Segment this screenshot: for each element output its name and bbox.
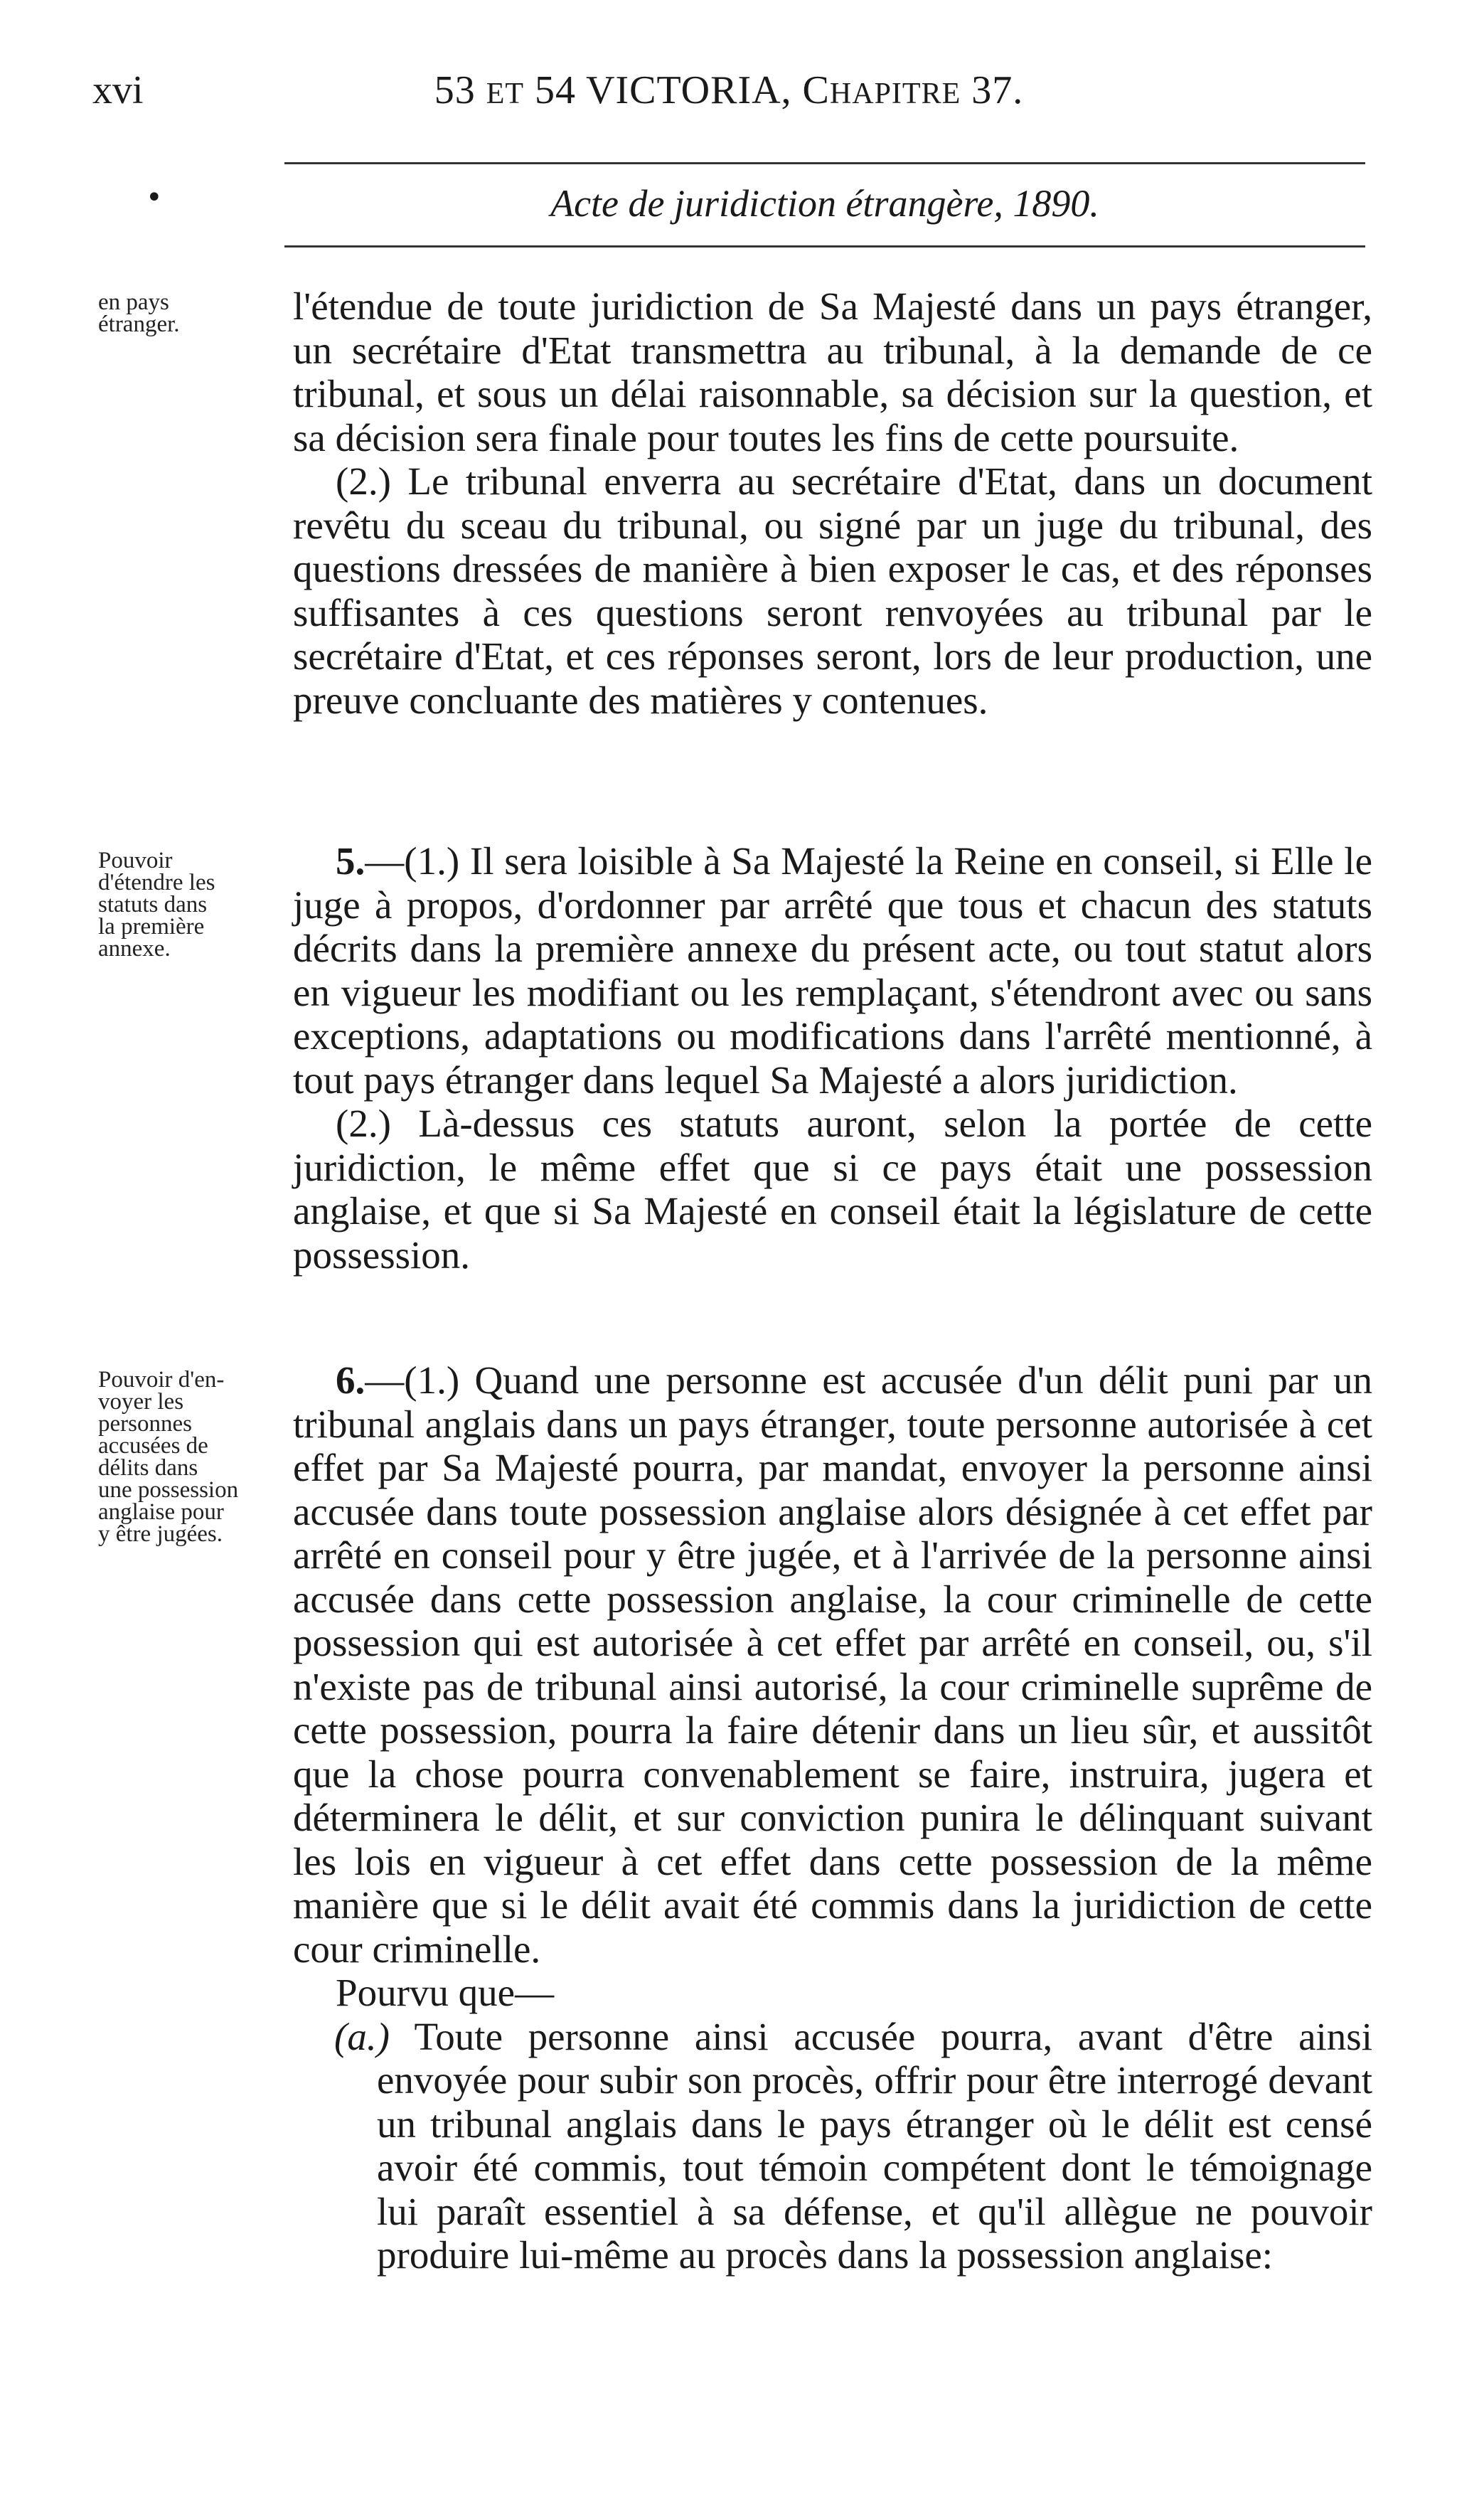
section-5-paragraph: 5.—(1.) Il sera loisible à Sa Majesté la Reine en conseil, si Elle le juge à propos, d'ordonner par arrêté que tous et chacun des statuts décrits dans la première annexe du présent acte, ou tout statut alors en vigueur les modifiant ou les remplaçant, s'étendront avec ou sans exceptions, adaptations ou modifications dans l'arrêté mentionné, à tout pays étranger dans lequel Sa Majesté a alors juridiction.	[293, 839, 1372, 1102]
section-5-subsection-2: (2.) Là-dessus ces statuts auront, selon la portée de cette juridiction, le même effet que si ce pays était une possession anglaise, et que si Sa Majesté en conseil était la législature de cette possession.	[293, 1102, 1372, 1277]
header-rule-top	[284, 162, 1365, 164]
proviso-heading: Pourvu que—	[336, 1971, 555, 2014]
section-6-paragraph: 6.—(1.) Quand une personne est accusée d'un délit puni par un tribunal anglais dans un pays étranger, toute personne autorisée à cet effet par Sa Majesté pourra, par mandat, envoyer la personne ainsi accusée dans toute possession anglaise alors désignée à cet effet par arrêté en conseil pour y être jugée, et à l'arrivée de la personne ainsi accusée dans cette possession anglaise, la cour criminelle de cette possession qui est autorisée à cet effet par arrêté en conseil, ou, s'il n'existe pas de tribunal ainsi autorisé, la cour criminelle suprême de cette possession, pourra la faire détenir dans un lieu sûr, et aussitôt que la chose pourra convenablement se faire, instruira, jugera et déterminera le délit, et sur conviction punira le délinquant suivant les lois en vigueur à cet effet dans cette possession de la même manière que si le délit avait été commis dans la juridiction de cette cour criminelle.	[293, 1358, 1372, 1971]
marginal-note-send-accused: Pouvoir d'en- voyer les personnes accusées de délits dans une possession anglaise pour y être jugées.	[98, 1367, 239, 1547]
proviso-clause-a: (a.) Toute personne ainsi accusée pourra, avant d'être ainsi envoyée pour subir son procès, offrir pour être interrogé devant un tribunal anglais dans le pays étranger où le délit est censé avoir été commis, tout témoin compétent dont le témoignage lui paraît essentiel à sa défense, et qu'il allègue ne pouvoir produire lui-même au procès dans la possession anglaise:	[334, 2014, 1372, 2277]
body-block-continuation	[293, 284, 1372, 722]
act-subtitle: Acte de juridiction étrangère, 1890.	[550, 182, 1099, 225]
page-number: xvi	[92, 68, 144, 112]
section-6-number: 6.	[336, 1358, 365, 1402]
page-header	[92, 68, 1365, 124]
section-5-number: 5.	[336, 839, 365, 883]
running-title: 53 ET 54 VICTORIA, CHAPITRE 37.	[434, 68, 1024, 112]
paragraph-continuation: l'étendue de toute juridiction de Sa Majesté dans un pays étranger, un secrétaire d'Etat transmettra au tribunal, à la demande de ce tribunal, et sous un délai raisonnable, sa décision sur la question, et sa décision sera finale pour toutes les fins de cette poursuite.	[293, 284, 1372, 459]
marginal-note-extend-statutes: Pouvoir d'étendre les statuts dans la première annexe.	[98, 848, 215, 962]
body-block-section-5	[293, 839, 1372, 1277]
body-block-section-6	[293, 1358, 1372, 2277]
header-rule-bottom	[284, 245, 1365, 248]
clause-a-label: (a.)	[334, 2014, 390, 2058]
bullet-mark: •	[146, 181, 163, 214]
paragraph-subsection-2: (2.) Le tribunal enverra au secrétaire d'Etat, dans un document revêtu du sceau du tribunal, ou signé par un juge du tribunal, des questions dressées de manière à bien exposer le cas, et des réponses suffisantes à ces questions seront renvoyées au tribunal par le secrétaire d'Etat, et ces réponses seront, lors de leur production, une preuve concluante des matières y contenues.	[293, 459, 1372, 722]
marginal-note-foreign-country: en pays étranger.	[98, 289, 180, 337]
